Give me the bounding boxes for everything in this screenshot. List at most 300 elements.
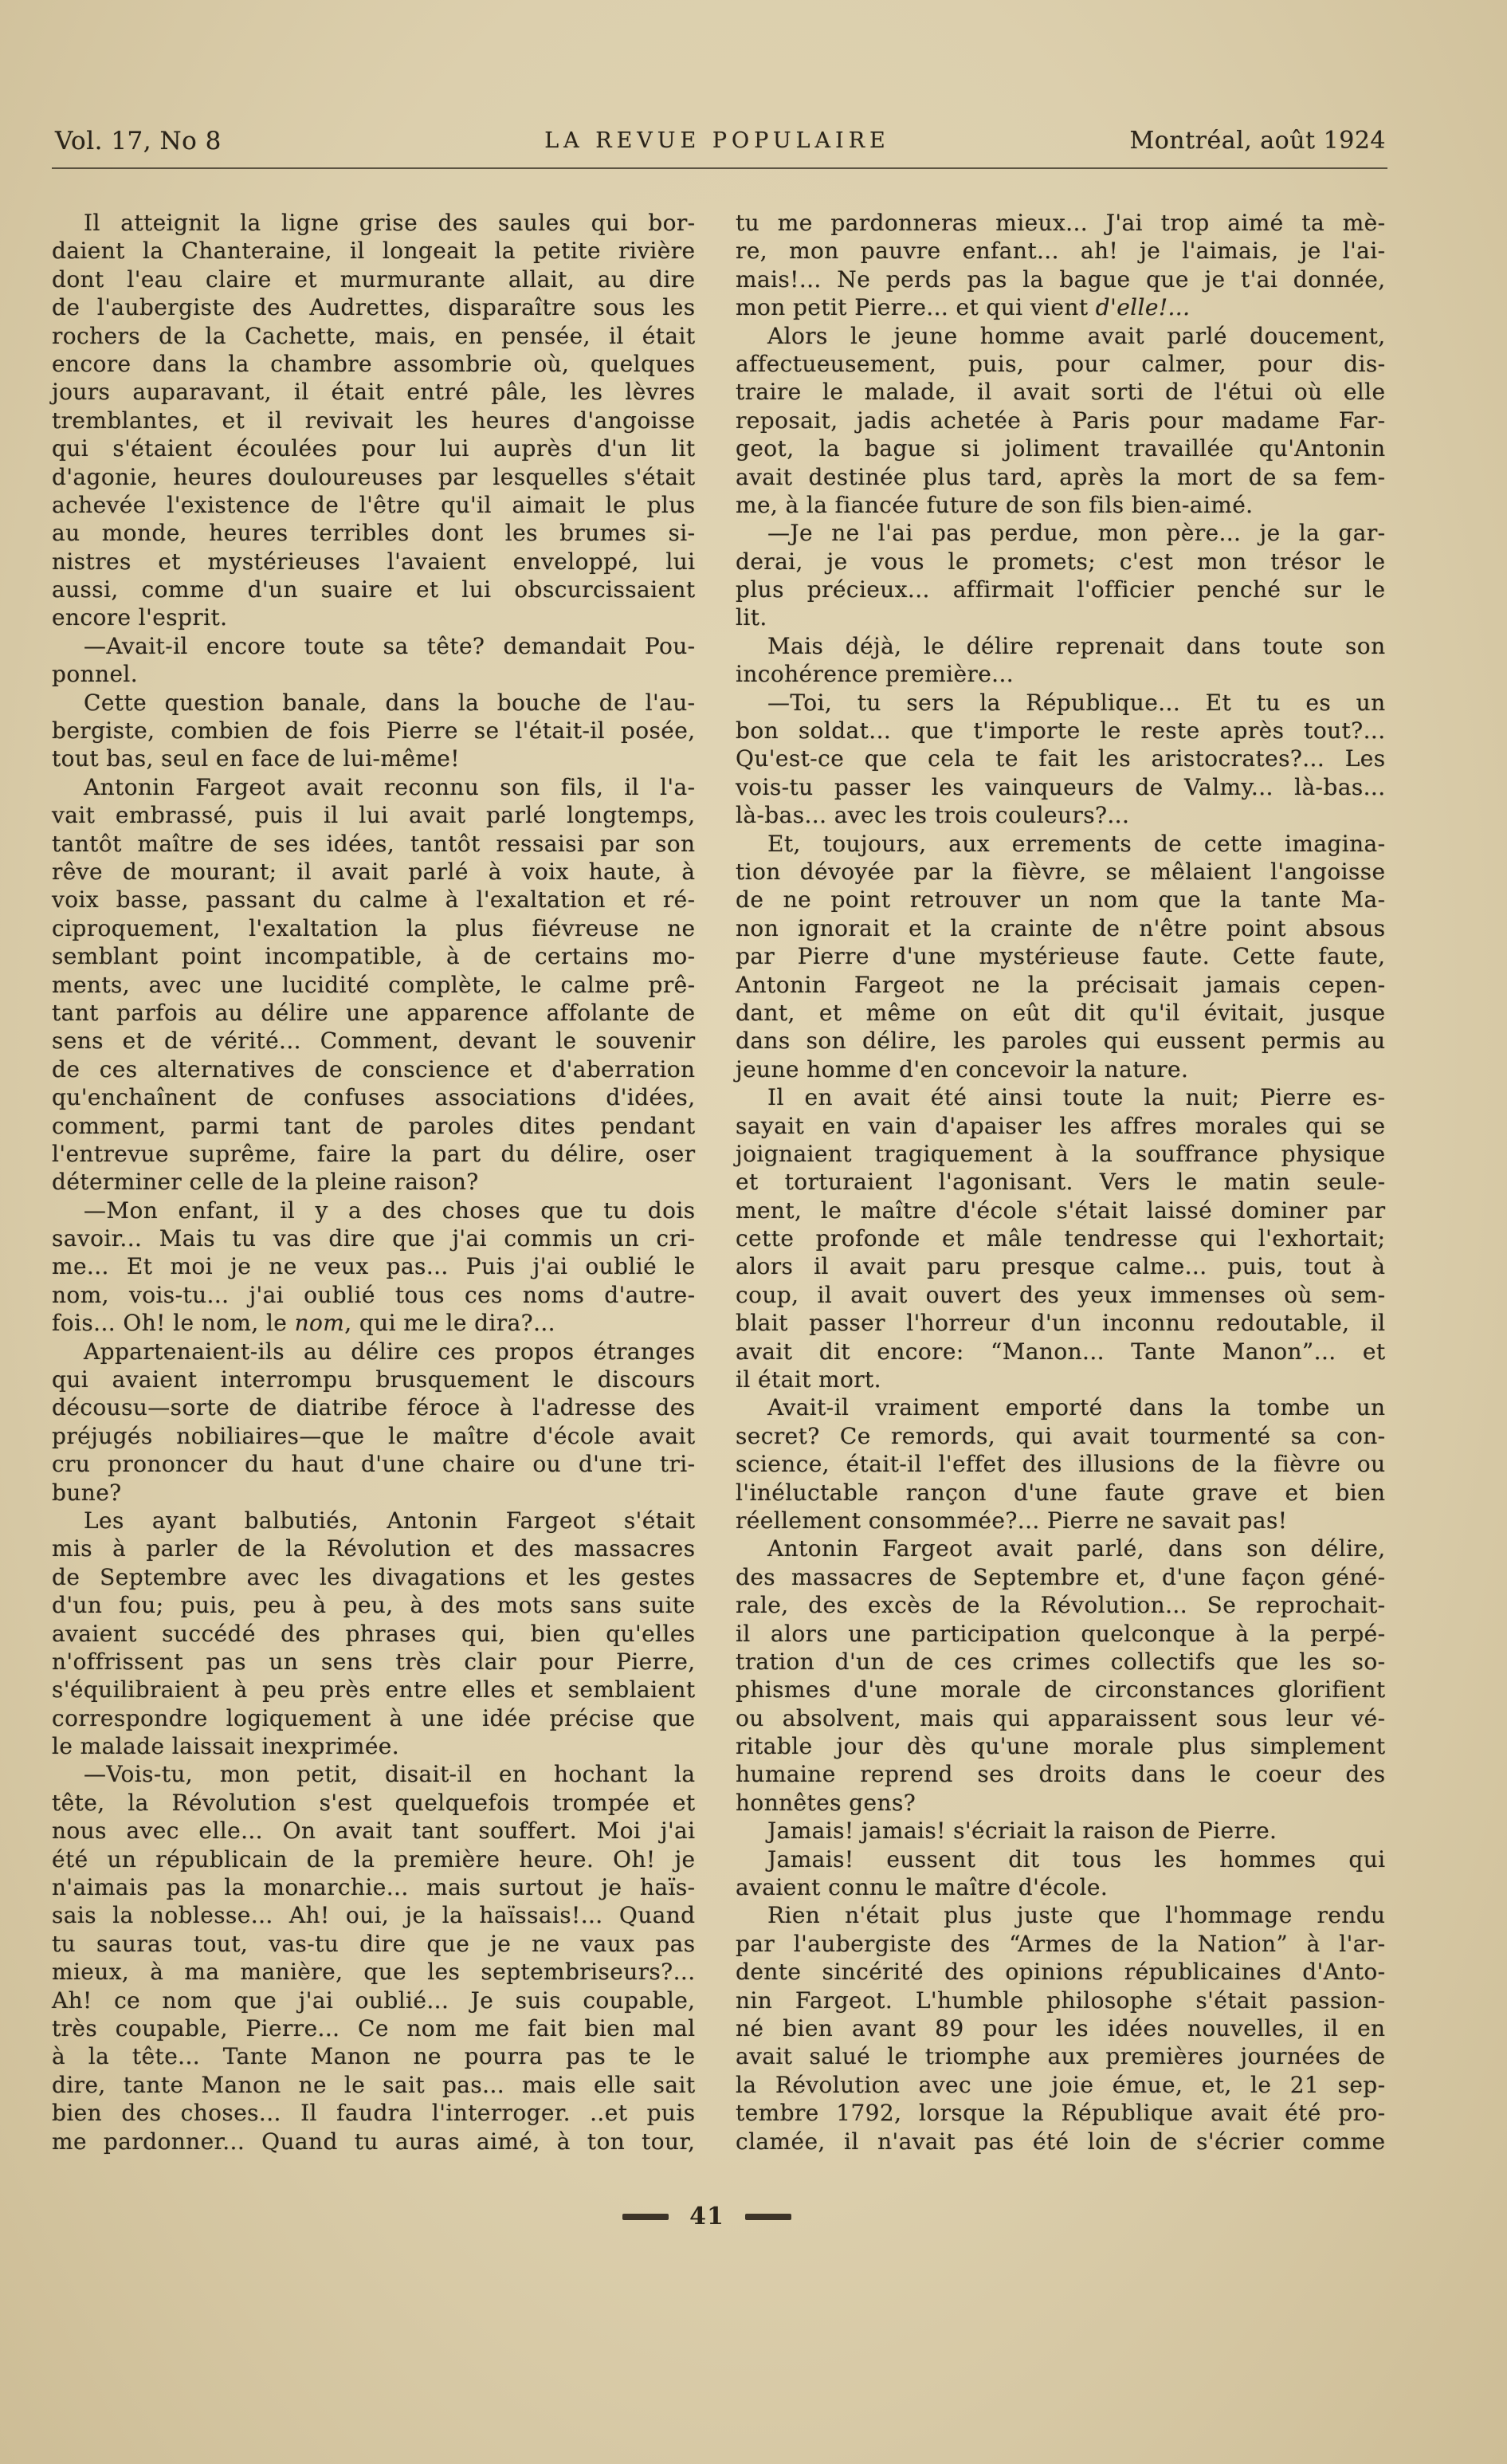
text-line bbox=[736, 1845, 1386, 1873]
paragraph bbox=[736, 830, 1386, 1084]
text-line bbox=[52, 407, 696, 434]
text-line bbox=[736, 1140, 1386, 1168]
text-line bbox=[736, 434, 1386, 462]
text-line bbox=[736, 1676, 1386, 1704]
line-text: plus précieux... affirmait l'officier penché sur le bbox=[736, 576, 1386, 603]
text-line bbox=[52, 1083, 696, 1111]
line-text: alors il avait paru presque calme... puis, tout à bbox=[736, 1253, 1386, 1280]
text-line bbox=[52, 603, 696, 631]
text-segment: , qui me le dira?... bbox=[344, 1310, 555, 1337]
text-line bbox=[52, 1224, 696, 1252]
text-line bbox=[52, 971, 696, 999]
text-line bbox=[52, 1422, 696, 1450]
line-text: Antonin Fargeot avait reconnu son fils, il l'a- bbox=[84, 773, 696, 800]
text-line bbox=[736, 2128, 1386, 2156]
text-line bbox=[52, 434, 696, 462]
text-line bbox=[736, 886, 1386, 914]
header-rule bbox=[52, 167, 1387, 169]
text-line bbox=[736, 1393, 1386, 1421]
text-line bbox=[52, 1338, 696, 1366]
line-text: clamée, il n'avait pas été loin de s'écrier comme bbox=[736, 2128, 1386, 2155]
text-line bbox=[52, 660, 696, 688]
text-line bbox=[736, 519, 1386, 547]
text-line bbox=[52, 548, 696, 576]
text-line bbox=[736, 1252, 1386, 1280]
line-text: —Toi, tu sers la République... Et tu es un bbox=[767, 689, 1386, 716]
line-text: daient la Chanteraine, il longeait la petite rivière bbox=[52, 238, 696, 265]
line-text: décousu—sorte de diatribe féroce à l'adresse des bbox=[52, 1394, 696, 1421]
line-text: mieux, à ma manière, que les septembriseurs?... bbox=[52, 1959, 696, 1986]
line-text: cru prononcer du haut d'une chaire ou d'une tri- bbox=[52, 1451, 696, 1478]
line-text: de Septembre avec les divagations et les gestes bbox=[52, 1563, 696, 1590]
line-text: savoir... Mais tu vas dire que j'ai commis un cri- bbox=[52, 1225, 696, 1252]
text-line bbox=[736, 717, 1386, 745]
text-line bbox=[736, 322, 1386, 350]
line-text: par l'aubergiste des “Armes de la Nation” à l'ar- bbox=[736, 1930, 1386, 1957]
text-line bbox=[52, 1507, 696, 1535]
text-line bbox=[52, 999, 696, 1027]
dateline: Montréal, août 1924 bbox=[1129, 127, 1386, 155]
text-line bbox=[736, 660, 1386, 688]
text-line bbox=[52, 1704, 696, 1732]
line-text: dans son délire, les paroles qui eussent permis au bbox=[736, 1028, 1386, 1055]
text-line bbox=[52, 1648, 696, 1676]
line-text: humaine reprend ses droits dans le coeur des bbox=[736, 1761, 1386, 1788]
text-line bbox=[736, 1338, 1386, 1366]
text-line bbox=[736, 942, 1386, 970]
line-text: encore l'esprit. bbox=[52, 604, 228, 631]
text-line bbox=[52, 773, 696, 801]
text-line bbox=[52, 632, 696, 660]
line-text: Il atteignit la ligne grise des saules qui bor- bbox=[84, 210, 696, 236]
text-line bbox=[52, 830, 696, 858]
text-line bbox=[52, 2071, 696, 2099]
text-line bbox=[736, 603, 1386, 631]
line-text: Ah! ce nom que j'ai oublié... Je suis coupable, bbox=[52, 1987, 696, 2014]
text-line bbox=[52, 717, 696, 745]
line-text: d'un fou; puis, peu à peu, à des mots sans suite bbox=[52, 1592, 696, 1619]
line-text: me, à la fiancée future de son fils bien-aimé. bbox=[736, 491, 1254, 518]
line-text: rale, des excès de la Révolution... Se reprochait- bbox=[736, 1592, 1386, 1619]
line-text: mais!... Ne perds pas la bague que je t'ai donnée, bbox=[736, 265, 1386, 293]
line-text: secret? Ce remords, qui avait tourmenté sa con- bbox=[736, 1422, 1386, 1449]
text-line bbox=[736, 1027, 1386, 1055]
line-text: de ne point retrouver un nom que la tante Ma- bbox=[736, 886, 1386, 914]
paragraph bbox=[736, 1535, 1386, 1817]
text-line bbox=[52, 914, 696, 942]
line-text: sens et de vérité... Comment, devant le souvenir bbox=[52, 1028, 696, 1055]
text-column-left bbox=[52, 209, 696, 2156]
line-text: science, était-il l'effet des illusions de la fièvre ou bbox=[736, 1451, 1386, 1478]
line-text: traire le malade, il avait sorti de l'étui où elle bbox=[736, 379, 1386, 406]
text-line bbox=[736, 914, 1386, 942]
line-text: —Je ne l'ai pas perdue, mon père... je la gar- bbox=[767, 520, 1386, 547]
folio-dash-right bbox=[745, 2214, 791, 2220]
page-number-text: 41 bbox=[689, 2203, 724, 2230]
text-line bbox=[52, 1901, 696, 1929]
text-line bbox=[736, 1901, 1386, 1929]
line-text: encore dans la chambre assombrie où, quelques bbox=[52, 350, 696, 377]
text-line bbox=[736, 773, 1386, 801]
text-line bbox=[736, 1817, 1386, 1845]
text-line bbox=[736, 407, 1386, 434]
text-line bbox=[736, 2099, 1386, 2127]
line-text: et torturaient l'agonisant. Vers le matin seule- bbox=[736, 1169, 1386, 1196]
text-line bbox=[52, 237, 696, 265]
line-text: ou absolvent, mais qui apparaissent sous leur vé- bbox=[736, 1704, 1386, 1731]
text-line bbox=[736, 1422, 1386, 1450]
line-text: de ces alternatives de conscience et d'aberration bbox=[52, 1055, 696, 1083]
line-text: —Mon enfant, il y a des choses que tu dois bbox=[84, 1197, 696, 1224]
line-text: cette profonde et mâle tendresse qui l'exhortait; bbox=[736, 1225, 1386, 1252]
line-text: n'aimais pas la monarchie... mais surtout je haïs- bbox=[52, 1874, 696, 1901]
text-line bbox=[52, 1197, 696, 1224]
line-text: —Avait-il encore toute sa tête? demandait Pou- bbox=[84, 632, 696, 659]
line-text: nistres et mystérieuses l'avaient enveloppé, lui bbox=[52, 548, 696, 575]
text-column-right bbox=[736, 209, 1386, 2156]
text-line bbox=[52, 1140, 696, 1168]
text-line bbox=[52, 2099, 696, 2127]
line-text: Cette question banale, dans la bouche de l'au- bbox=[84, 689, 696, 716]
text-line bbox=[736, 1281, 1386, 1309]
line-text: Antonin Fargeot avait parlé, dans son délire, bbox=[767, 1535, 1386, 1562]
text-line bbox=[52, 2128, 696, 2156]
line-text: lit. bbox=[736, 604, 767, 631]
text-line bbox=[736, 1563, 1386, 1591]
line-text: été un républicain de la première heure. Oh! je bbox=[52, 1845, 696, 1873]
text-segment: mon petit Pierre... et qui vient bbox=[736, 294, 1096, 321]
text-line bbox=[736, 1873, 1386, 1901]
line-text: Rien n'était plus juste que l'hommage rendu bbox=[767, 1902, 1386, 1929]
text-line bbox=[52, 1393, 696, 1421]
line-text: Appartenaient-ils au délire ces propos étranges bbox=[84, 1338, 696, 1365]
text-line bbox=[736, 1732, 1386, 1760]
line-text: l'inéluctable rançon d'une faute grave et bien bbox=[736, 1479, 1386, 1506]
line-text: il alors une participation quelconque à la perpé- bbox=[736, 1620, 1386, 1647]
text-line bbox=[52, 1281, 696, 1309]
line-text: tembre 1792, lorsque la République avait été pro- bbox=[736, 2100, 1386, 2127]
paragraph bbox=[736, 1393, 1386, 1535]
paragraph bbox=[736, 1817, 1386, 1845]
line-text: la Révolution avec une joie émue, et, le 21 sep- bbox=[736, 2071, 1386, 2098]
text-line bbox=[736, 1479, 1386, 1507]
text-line bbox=[52, 2042, 696, 2070]
line-text: semblant point incompatible, à de certains mo- bbox=[52, 943, 696, 970]
text-line bbox=[52, 576, 696, 603]
text-line bbox=[52, 1563, 696, 1591]
text-line bbox=[736, 801, 1386, 829]
text-line bbox=[52, 1732, 696, 1760]
line-text: joignaient tragiquement à la souffrance physique bbox=[736, 1140, 1386, 1167]
line-text: Jamais! eussent dit tous les hommes qui bbox=[767, 1845, 1386, 1873]
line-text: l'entrevue suprême, faire la part du délire, oser bbox=[52, 1140, 696, 1167]
line-text: honnêtes gens? bbox=[736, 1789, 916, 1816]
text-line bbox=[736, 1987, 1386, 2014]
text-line bbox=[736, 237, 1386, 265]
line-text: Antonin Fargeot ne la précisait jamais cepen- bbox=[736, 971, 1386, 998]
text-line bbox=[52, 378, 696, 406]
line-text: achevée l'existence de l'être qu'il aimait le plus bbox=[52, 491, 696, 518]
line-text: né bien avant 89 pour les idées nouvelles, il en bbox=[736, 2015, 1386, 2042]
line-text: il était mort. bbox=[736, 1366, 881, 1393]
line-text: qu'enchaînent de confuses associations d'idées, bbox=[52, 1084, 696, 1111]
line-text: incohérence première... bbox=[736, 661, 1014, 688]
line-text: de l'aubergiste des Audrettes, disparaître sous les bbox=[52, 294, 696, 321]
line-text: qui s'étaient écoulées pour lui auprès d'un lit bbox=[52, 435, 696, 462]
text-line bbox=[736, 2071, 1386, 2099]
line-text: Il en avait été ainsi toute la nuit; Pierre es- bbox=[767, 1084, 1386, 1111]
paragraph bbox=[52, 773, 696, 1197]
line-text: Jamais! jamais! s'écriait la raison de Pierre. bbox=[767, 1818, 1277, 1845]
text-line bbox=[52, 1366, 696, 1393]
paragraph bbox=[52, 1197, 696, 1338]
text-line bbox=[736, 1704, 1386, 1732]
line-text: correspondre logiquement à une idée précise que bbox=[52, 1704, 696, 1731]
paragraph bbox=[52, 1338, 696, 1507]
line-text: réellement consommée?... Pierre ne savait pas! bbox=[736, 1507, 1288, 1534]
line-text: geot, la bague si joliment travaillée qu'Antonin bbox=[736, 435, 1386, 462]
text-line bbox=[736, 1958, 1386, 1986]
line-text: dont l'eau claire et murmurante allait, au dire bbox=[52, 265, 696, 293]
paragraph bbox=[736, 1845, 1386, 1902]
line-text: phismes d'une morale de circonstances glorifient bbox=[736, 1676, 1386, 1704]
text-line bbox=[52, 322, 696, 350]
text-line bbox=[52, 1591, 696, 1619]
line-text: par Pierre d'une mystérieuse faute. Cette faute, bbox=[736, 943, 1386, 970]
line-text: —Vois-tu, mon petit, disait-il en hochant la bbox=[84, 1761, 696, 1788]
line-text: qui avaient interrompu brusquement le discours bbox=[52, 1366, 696, 1393]
text-line bbox=[736, 1620, 1386, 1648]
paragraph bbox=[52, 1507, 696, 1761]
text-line bbox=[736, 209, 1386, 237]
text-line bbox=[52, 942, 696, 970]
text-line bbox=[52, 1620, 696, 1648]
text-line bbox=[736, 1648, 1386, 1676]
text-line bbox=[736, 1197, 1386, 1224]
line-text bbox=[736, 294, 1190, 320]
line-text: sayait en vain d'apaiser les affres morales qui se bbox=[736, 1112, 1386, 1139]
line-text: derai, je vous le promets; c'est mon trésor le bbox=[736, 548, 1386, 575]
text-line bbox=[52, 1535, 696, 1562]
line-text: déterminer celle de la pleine raison? bbox=[52, 1169, 479, 1196]
text-line bbox=[736, 1760, 1386, 1788]
text-line bbox=[736, 632, 1386, 660]
paragraph bbox=[736, 689, 1386, 830]
text-line bbox=[52, 265, 696, 293]
line-text: jeune homme d'en concevoir la nature. bbox=[736, 1055, 1189, 1083]
folio-dash-left bbox=[622, 2214, 669, 2220]
line-text: dente sincérité des opinions républicaines d'Anto- bbox=[736, 1959, 1386, 1986]
line-text: n'offrissent pas un sens très clair pour Pierre, bbox=[52, 1648, 696, 1675]
line-text: comment, parmi tant de paroles dites pendant bbox=[52, 1112, 696, 1139]
text-line bbox=[52, 745, 696, 772]
line-text: à la tête... Tante Manon ne pourra pas te le bbox=[52, 2043, 696, 2070]
line-text: reposait, jadis achetée à Paris pour madame Far- bbox=[736, 407, 1386, 434]
text-line bbox=[52, 209, 696, 237]
line-text: s'équilibraient à peu près entre elles et semblaient bbox=[52, 1676, 696, 1704]
line-text: non ignorait et la crainte de n'être point absous bbox=[736, 914, 1386, 941]
line-text: tantôt maître de ses idées, tantôt ressaisi par son bbox=[52, 830, 696, 857]
line-text: Et, toujours, aux errements de cette imagina- bbox=[767, 830, 1386, 857]
text-line bbox=[52, 858, 696, 886]
text-segment: fois... Oh! le nom, le bbox=[52, 1310, 295, 1337]
line-text: tion dévoyée par la fièvre, se mêlaient l'angoisse bbox=[736, 858, 1386, 885]
text-line bbox=[52, 1252, 696, 1280]
line-text: bien des choses... Il faudra l'interroger. ..et puis bbox=[52, 2100, 696, 2127]
line-text: bergiste, combien de fois Pierre se l'était-il posée, bbox=[52, 717, 696, 745]
text-line bbox=[52, 801, 696, 829]
line-text: le malade laissait inexprimée. bbox=[52, 1733, 400, 1760]
line-text: avaient connu le maître d'école. bbox=[736, 1874, 1109, 1901]
paragraph bbox=[736, 1901, 1386, 2156]
line-text: tremblantes, et il revivait les heures d'angoisse bbox=[52, 407, 696, 434]
text-line bbox=[52, 463, 696, 491]
line-text: nin Fargeot. L'humble philosophe s'était passion- bbox=[736, 1987, 1386, 2014]
line-text: Les ayant balbutiés, Antonin Fargeot s'était bbox=[84, 1507, 696, 1534]
line-text: sais la noblesse... Ah! oui, je la haïssais!... Quand bbox=[52, 1902, 696, 1929]
line-text: blait passer l'horreur d'un inconnu redoutable, il bbox=[736, 1310, 1386, 1337]
text-line bbox=[52, 1309, 696, 1337]
line-text: avait destinée plus tard, après la mort de sa fem- bbox=[736, 463, 1386, 490]
line-text: nom, vois-tu... j'ai oublié tous ces noms d'autre- bbox=[52, 1281, 696, 1308]
text-line bbox=[736, 1224, 1386, 1252]
line-text: avaient succédé des phrases qui, bien qu'elles bbox=[52, 1620, 696, 1647]
text-line bbox=[52, 1055, 696, 1083]
line-text: ponnel. bbox=[52, 661, 139, 688]
text-line bbox=[52, 1930, 696, 1958]
line-text: très coupable, Pierre... Ce nom me fait bien mal bbox=[52, 2015, 696, 2042]
text-line bbox=[52, 2014, 696, 2042]
line-text: jours auparavant, il était entré pâle, les lèvres bbox=[52, 379, 696, 406]
line-text: Alors le jeune homme avait parlé doucement, bbox=[767, 322, 1386, 349]
text-line bbox=[736, 463, 1386, 491]
text-line bbox=[736, 971, 1386, 999]
text-line bbox=[52, 886, 696, 914]
line-text: Mais déjà, le délire reprenait dans toute son bbox=[767, 632, 1386, 659]
text-line bbox=[52, 1168, 696, 1196]
line-text: coup, il avait ouvert des yeux immenses où sem- bbox=[736, 1281, 1386, 1308]
text-line bbox=[736, 1507, 1386, 1535]
text-line bbox=[52, 689, 696, 717]
text-line bbox=[52, 491, 696, 519]
text-line bbox=[736, 1168, 1386, 1196]
magazine-title: LA REVUE POPULAIRE bbox=[544, 128, 890, 153]
line-text: ritable jour dès qu'une morale plus simplement bbox=[736, 1733, 1386, 1760]
text-line bbox=[52, 1676, 696, 1704]
line-text: tu sauras tout, vas-tu dire que je ne vaux pas bbox=[52, 1930, 696, 1957]
line-text: tration d'un de ces crimes collectifs que les so- bbox=[736, 1648, 1386, 1675]
line-text: avait salué le triomphe aux premières journées de bbox=[736, 2043, 1386, 2070]
paragraph bbox=[736, 209, 1386, 322]
line-text: dant, et même on eût dit qu'il évitait, jusque bbox=[736, 999, 1386, 1026]
line-text: vois-tu passer les vainqueurs de Valmy... là-bas... bbox=[736, 773, 1386, 800]
line-text: Qu'est-ce que cela te fait les aristocrates?... Les bbox=[736, 745, 1386, 772]
line-text: tout bas, seul en face de lui-même! bbox=[52, 745, 460, 772]
line-text: ments, avec une lucidité complète, le calme prê- bbox=[52, 971, 696, 998]
line-text: re, mon pauvre enfant... ah! je l'aimais, je l'ai- bbox=[736, 238, 1386, 265]
paragraph bbox=[52, 689, 696, 773]
paragraph bbox=[736, 519, 1386, 632]
text-line bbox=[736, 548, 1386, 576]
line-text: affectueusement, puis, pour calmer, pour dis- bbox=[736, 350, 1386, 377]
text-line bbox=[52, 1987, 696, 2014]
line-text: rochers de la Cachette, mais, en pensée, il était bbox=[52, 322, 696, 349]
text-line bbox=[52, 1027, 696, 1055]
text-line bbox=[736, 1055, 1386, 1083]
text-line bbox=[736, 2014, 1386, 2042]
line-text: tu me pardonneras mieux... J'ai trop aimé ta mè- bbox=[736, 210, 1386, 236]
text-line bbox=[52, 1450, 696, 1478]
line-text: voix basse, passant du calme à l'exaltation et ré- bbox=[52, 886, 696, 914]
italic-text: nom bbox=[294, 1310, 345, 1337]
text-line bbox=[52, 1760, 696, 1788]
text-line bbox=[736, 1591, 1386, 1619]
line-text: mis à parler de la Révolution et des massacres bbox=[52, 1535, 696, 1562]
text-line bbox=[736, 1450, 1386, 1478]
line-text: Avait-il vraiment emporté dans la tombe un bbox=[767, 1394, 1386, 1421]
paragraph bbox=[736, 322, 1386, 520]
line-text: bune? bbox=[52, 1479, 122, 1506]
line-text: tête, la Révolution s'est quelquefois trompée et bbox=[52, 1789, 696, 1816]
text-line bbox=[52, 1873, 696, 1901]
text-line bbox=[736, 378, 1386, 406]
italic-text: d'elle!... bbox=[1095, 294, 1191, 321]
line-text: bon soldat... que t'importe le reste après tout?... bbox=[736, 717, 1386, 745]
text-line bbox=[52, 293, 696, 321]
text-line bbox=[736, 745, 1386, 772]
text-line bbox=[736, 1789, 1386, 1817]
line-text: me pardonner... Quand tu auras aimé, à ton tour, bbox=[52, 2128, 696, 2155]
text-line bbox=[736, 1366, 1386, 1393]
line-text: d'agonie, heures douloureuses par lesquelles s'était bbox=[52, 463, 696, 490]
line-text: vait embrassé, puis il lui avait parlé longtemps, bbox=[52, 802, 696, 829]
text-line bbox=[736, 999, 1386, 1027]
line-text: dire, tante Manon ne le sait pas... mais elle sait bbox=[52, 2071, 696, 2098]
text-line bbox=[52, 1845, 696, 1873]
text-line bbox=[52, 1817, 696, 1845]
text-line bbox=[52, 519, 696, 547]
line-text: préjugés nobiliaires—que le maître d'école avait bbox=[52, 1422, 696, 1449]
text-line bbox=[736, 265, 1386, 293]
text-line bbox=[736, 1309, 1386, 1337]
text-line bbox=[736, 293, 1386, 321]
line-text: tant parfois au délire une apparence affolante de bbox=[52, 999, 696, 1026]
text-line bbox=[736, 1112, 1386, 1140]
text-line bbox=[736, 689, 1386, 717]
text-line bbox=[736, 576, 1386, 603]
text-line bbox=[736, 858, 1386, 886]
line-text: me... Et moi je ne veux pas... Puis j'ai oublié le bbox=[52, 1253, 696, 1280]
text-line bbox=[52, 350, 696, 378]
paragraph bbox=[52, 1760, 696, 2155]
line-text bbox=[52, 1310, 555, 1336]
text-line bbox=[52, 1112, 696, 1140]
text-line bbox=[52, 1958, 696, 1986]
line-text: nous avec elle... On avait tant souffert. Moi j'ai bbox=[52, 1818, 696, 1845]
line-text: ment, le maître d'école s'était laissé dominer par bbox=[736, 1197, 1386, 1224]
text-line bbox=[52, 1479, 696, 1507]
page-number bbox=[611, 2200, 803, 2234]
line-text: des massacres de Septembre et, d'une façon géné- bbox=[736, 1563, 1386, 1590]
line-text: aussi, comme d'un suaire et lui obscurcissaient bbox=[52, 576, 696, 603]
text-line bbox=[736, 350, 1386, 378]
text-line bbox=[736, 830, 1386, 858]
volume-issue: Vol. 17, No 8 bbox=[55, 127, 222, 155]
line-text: ciproquement, l'exaltation la plus fiévreuse ne bbox=[52, 914, 696, 941]
paragraph bbox=[52, 632, 696, 689]
line-text: au monde, heures terribles dont les brumes si- bbox=[52, 520, 696, 547]
line-text: là-bas... avec les trois couleurs?... bbox=[736, 802, 1130, 829]
